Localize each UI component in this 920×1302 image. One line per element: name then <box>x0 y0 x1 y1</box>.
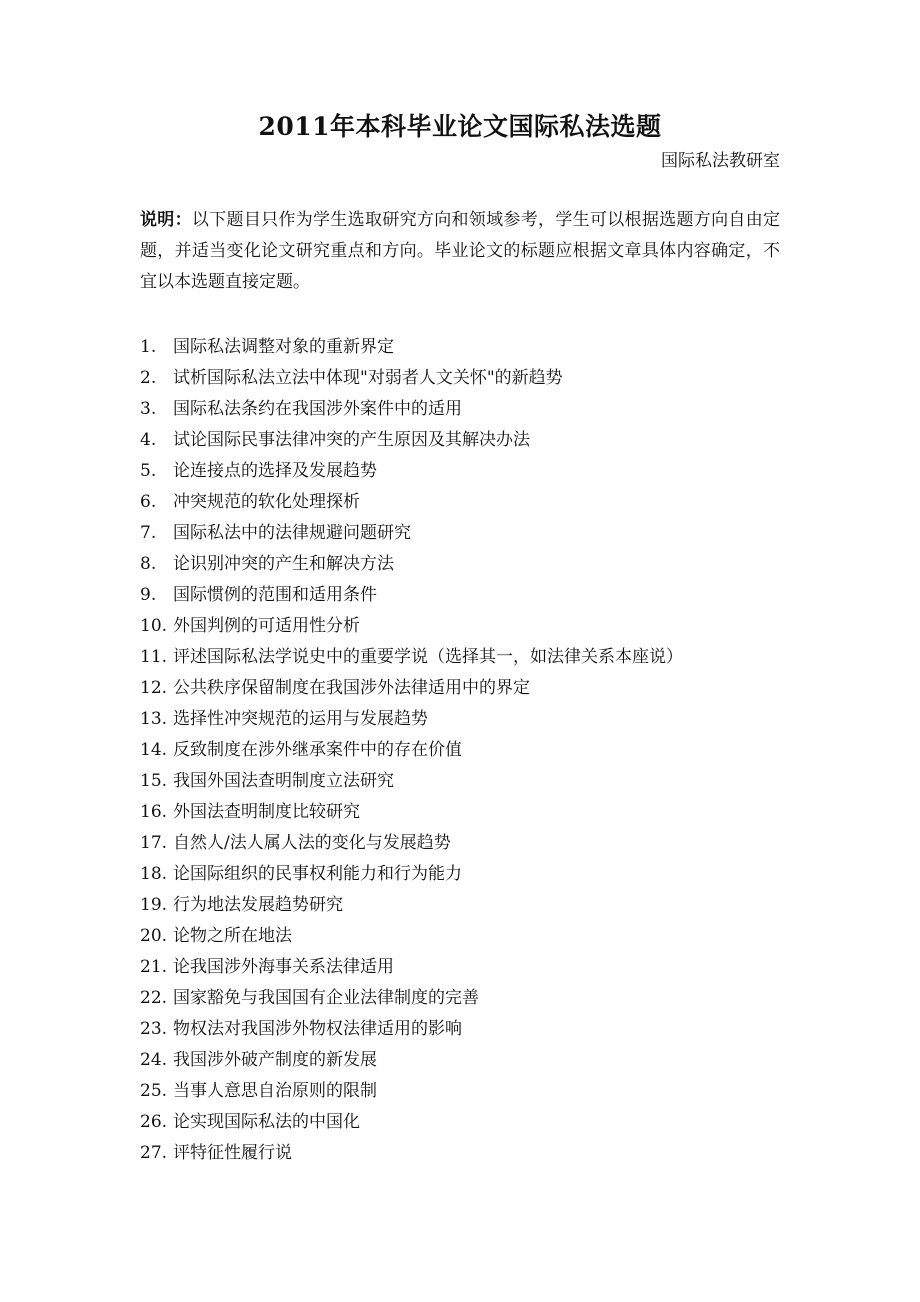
topic-number: 17. <box>140 833 168 853</box>
topic-item <box>140 549 800 580</box>
topic-text: 论物之所在地法 <box>173 926 292 946</box>
topic-number: 27. <box>140 1143 168 1163</box>
topic-text: 论我国涉外海事关系法律适用 <box>173 957 394 977</box>
topic-text: 论连接点的选择及发展趋势 <box>173 461 377 481</box>
topic-item <box>140 828 800 859</box>
topic-number: 13. <box>140 709 168 729</box>
topic-item <box>140 890 800 921</box>
topic-number: 19. <box>140 895 168 915</box>
topic-number: 16. <box>140 802 168 822</box>
topic-number: 15. <box>140 771 168 791</box>
topic-text: 国际惯例的范围和适用条件 <box>173 585 377 605</box>
topic-text: 我国外国法查明制度立法研究 <box>173 771 394 791</box>
topic-number: 5. <box>140 461 157 481</box>
topic-number: 1. <box>140 337 157 357</box>
department-name: 国际私法教研室 <box>661 151 780 171</box>
topic-item <box>140 952 800 983</box>
topic-text: 反致制度在涉外继承案件中的存在价值 <box>173 740 462 760</box>
topic-number: 18. <box>140 864 168 884</box>
topic-item <box>140 425 800 456</box>
topic-text: 评述国际私法学说史中的重要学说（选择其一，如法律关系本座说） <box>173 647 683 667</box>
topic-text: 试论国际民事法律冲突的产生原因及其解决办法 <box>173 430 530 450</box>
topic-item <box>140 735 800 766</box>
topic-item <box>140 487 800 518</box>
topic-item <box>140 456 800 487</box>
topic-number: 8. <box>140 554 157 574</box>
topic-number: 11. <box>140 647 168 667</box>
topic-item <box>140 394 800 425</box>
topic-number: 4. <box>140 430 157 450</box>
topic-number: 12. <box>140 678 168 698</box>
topic-item <box>140 611 800 642</box>
topic-number: 9. <box>140 585 157 605</box>
topic-item <box>140 518 800 549</box>
topic-number: 2. <box>140 368 157 388</box>
topic-text: 外国法查明制度比较研究 <box>173 802 360 822</box>
topic-text: 行为地法发展趋势研究 <box>173 895 343 915</box>
topic-text: 国际私法调整对象的重新界定 <box>173 337 394 357</box>
topic-text: 试析国际私法立法中体现"对弱者人文关怀"的新趋势 <box>173 368 563 388</box>
topic-text: 自然人/法人属人法的变化与发展趋势 <box>173 833 451 853</box>
topic-text: 公共秩序保留制度在我国涉外法律适用中的界定 <box>173 678 530 698</box>
topic-item <box>140 859 800 890</box>
topic-text: 当事人意思自治原则的限制 <box>173 1081 377 1101</box>
topic-text: 物权法对我国涉外物权法律适用的影响 <box>173 1019 462 1039</box>
topic-number: 24. <box>140 1050 168 1070</box>
topic-number: 14. <box>140 740 168 760</box>
topic-number: 26. <box>140 1112 168 1132</box>
topic-text: 论实现国际私法的中国化 <box>173 1112 360 1132</box>
topic-number: 23. <box>140 1019 168 1039</box>
topic-number: 6. <box>140 492 157 512</box>
topic-item <box>140 673 800 704</box>
topic-item <box>140 580 800 611</box>
topic-item <box>140 363 800 394</box>
topic-text: 国际私法中的法律规避问题研究 <box>173 523 411 543</box>
topic-item <box>140 766 800 797</box>
topic-text: 国家豁免与我国国有企业法律制度的完善 <box>173 988 479 1008</box>
topic-item <box>140 1138 800 1169</box>
topic-number: 25. <box>140 1081 168 1101</box>
topic-text: 评特征性履行说 <box>173 1143 292 1163</box>
topic-item <box>140 1014 800 1045</box>
topic-item <box>140 332 800 363</box>
topic-text: 论国际组织的民事权利能力和行为能力 <box>173 864 462 884</box>
topic-number: 22. <box>140 988 168 1008</box>
topic-item <box>140 797 800 828</box>
topic-item <box>140 642 800 673</box>
topic-number: 10. <box>140 616 168 636</box>
topic-list <box>140 332 800 1169</box>
topic-item <box>140 1076 800 1107</box>
document-title: 2011年本科毕业论文国际私法选题 <box>258 112 662 141</box>
topic-text: 选择性冲突规范的运用与发展趋势 <box>173 709 428 729</box>
note-label: 说明： <box>140 210 192 230</box>
topic-number: 7. <box>140 523 157 543</box>
topic-item <box>140 983 800 1014</box>
topic-item <box>140 1107 800 1138</box>
topic-text: 冲突规范的软化处理探析 <box>173 492 360 512</box>
topic-item <box>140 1045 800 1076</box>
topic-number: 3. <box>140 399 157 419</box>
topic-number: 20. <box>140 926 168 946</box>
topic-item <box>140 704 800 735</box>
topic-text: 我国涉外破产制度的新发展 <box>173 1050 377 1070</box>
topic-text: 国际私法条约在我国涉外案件中的适用 <box>173 399 462 419</box>
topic-text: 论识别冲突的产生和解决方法 <box>173 554 394 574</box>
topic-item <box>140 921 800 952</box>
topic-text: 外国判例的可适用性分析 <box>173 616 360 636</box>
note-text: 以下题目只作为学生选取研究方向和领域参考，学生可以根据选题方向自由定题，并适当变化论文研究重点和方向。毕业论文的标题应根据文章具体内容确定，不宜以本选题直接定题。 <box>140 210 781 292</box>
note-paragraph <box>140 205 780 298</box>
topic-number: 21. <box>140 957 168 977</box>
